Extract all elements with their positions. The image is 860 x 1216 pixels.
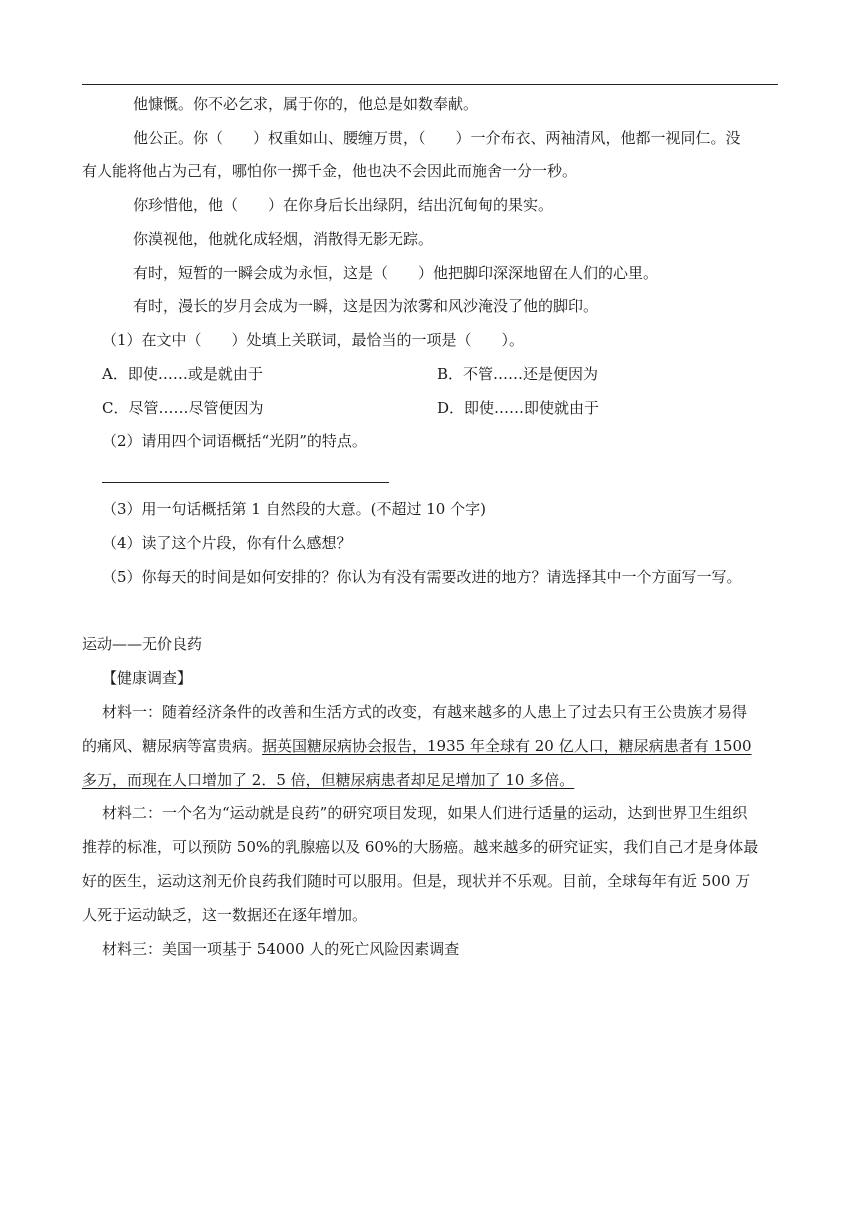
material-2-line-3: 好的医生，运动这剂无价良药我们随时可以服用。但是，现状并不乐观。目前，全球每年有近 500 万 [82,872,751,890]
passage-paragraph-4: 你漠视他，他就化成轻烟，消散得无影无踪。 [133,230,434,248]
material-1-line-2 [82,736,752,756]
material-1-underlined-text: 据英国糖尿病协会报告，1935 年全球有 20 亿人口，糖尿病患者有 1500 [262,737,752,755]
material-2-line-1: 材料二：一个名为“运动就是良药”的研究项目发现，如果人们进行适量的运动，达到世界卫生组织 [102,804,748,822]
material-2-line-2: 推荐的标准，可以预防 50%的乳腺癌以及 60%的大肠癌。越来越多的研究证实，我们自己才是身体最 [82,838,759,856]
header-rule [82,84,778,85]
passage-paragraph-3: 你珍惜他，他（ ）在你身后长出绿阴，结出沉甸甸的果实。 [133,196,554,214]
passage-paragraph-2-line-2: 有人能将他占为己有，哪怕你一掷千金，他也决不会因此而施舍一分一秒。 [82,162,578,180]
section-title: 运动——无价良药 [82,635,203,653]
material-2-line-4: 人死于运动缺乏，这一数据还在逐年增加。 [82,906,368,924]
material-1-line-1: 材料一：随着经济条件的改善和生活方式的改变，有越来越多的人患上了过去只有王公贵族才易得 [102,703,748,721]
option-a: A．即使……或是就由于 [102,365,263,383]
option-b: B．不管……还是便因为 [437,365,599,383]
passage-paragraph-5: 有时，短暂的一瞬会成为永恒，这是（ ）他把脚印深深地留在人们的心里。 [133,264,659,282]
material-3: 材料三：美国一项基于 54000 人的死亡风险因素调查 [102,940,460,958]
material-1-plain-text: 的痛风、糖尿病等富贵病。 [82,737,263,755]
question-4: （4）读了这个片段，你有什么感想？ [102,534,352,552]
passage-paragraph-1: 他慷慨。你不必乞求，属于你的，他总是如数奉献。 [133,95,479,113]
question-1: （1）在文中（ ）处填上关联词，最恰当的一项是（ ）。 [102,331,525,349]
option-c: C．尽管……尽管便因为 [102,399,264,417]
section-subtitle: 【健康调查】 [102,669,193,687]
passage-paragraph-2-line-1: 他公正。你（ ）权重如山、腰缠万贯，（ ）一介布衣、两袖清风，他都一视同仁。没 [133,129,741,147]
question-5: （5）你每天的时间是如何安排的？你认为有没有需要改进的地方？请选择其中一个方面写一写。 [102,568,742,586]
material-1-line-3: 多万，而现在人口增加了 2．5 倍，但糖尿病患者却足足增加了 10 多倍。 [82,771,575,789]
question-2: （2）请用四个词语概括“光阴”的特点。 [102,432,367,450]
passage-paragraph-6: 有时，漫长的岁月会成为一瞬，这是因为浓雾和风沙淹没了他的脚印。 [133,297,599,315]
option-d: D．即使……即使就由于 [437,399,600,417]
question-3: （3）用一句话概括第 1 自然段的大意。(不超过 10 个字) [102,500,486,518]
answer-blank-line [102,482,389,483]
